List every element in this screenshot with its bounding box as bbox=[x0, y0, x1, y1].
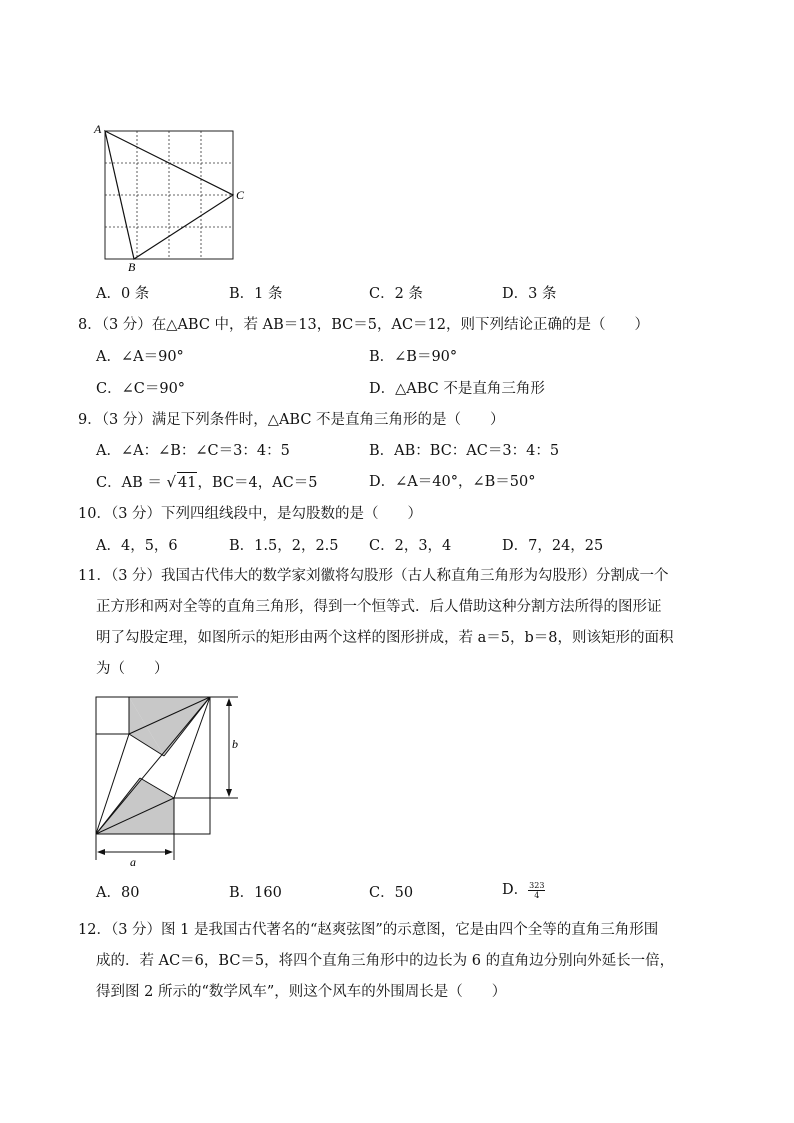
q11-stem-line-3: 明了勾股定理，如图所示的矩形由两个这样的图形拼成，若 a＝5，b＝8，则该矩形的面积 bbox=[96, 630, 674, 646]
fraction-numerator: 323 bbox=[529, 880, 545, 890]
vertex-label-b: B bbox=[128, 260, 136, 274]
q11-option-d-prefix: D． bbox=[502, 882, 529, 898]
q7-grid-figure bbox=[88, 118, 258, 278]
q9-stem: 9．（3 分）满足下列条件时，△ABC 不是直角三角形的是（ ） bbox=[78, 412, 505, 428]
q7-option-d: D．3 条 bbox=[502, 286, 557, 302]
q9-option-c-prefix: C．AB ＝ bbox=[96, 475, 162, 491]
q10-option-a: A．4，5，6 bbox=[96, 538, 178, 554]
q9-option-c-suffix: ，BC＝4，AC＝5 bbox=[197, 475, 318, 491]
q10-option-b: B．1.5，2，2.5 bbox=[229, 538, 339, 554]
q7-option-b: B．1 条 bbox=[229, 286, 283, 302]
q10-option-d: D．7，24，25 bbox=[502, 538, 604, 554]
label-a: a bbox=[130, 855, 136, 869]
q9-option-b: B．AB：BC：AC＝3：4：5 bbox=[369, 443, 560, 459]
q11-rectangle-figure bbox=[90, 690, 270, 870]
q9-option-d: D．∠A＝40°，∠B＝50° bbox=[369, 474, 536, 490]
vertex-label-c: C bbox=[236, 188, 245, 202]
grid-lines bbox=[105, 131, 233, 259]
label-b: b bbox=[232, 737, 238, 751]
square-top-left bbox=[96, 697, 129, 734]
q8-option-b: B．∠B＝90° bbox=[369, 349, 458, 365]
q11-option-c: C．50 bbox=[369, 885, 414, 901]
q9-option-a: A．∠A：∠B：∠C＝3：4：5 bbox=[96, 443, 290, 459]
q9-option-c bbox=[96, 472, 318, 493]
q7-option-c: C．2 条 bbox=[369, 286, 423, 302]
q12-stem-line-2: 成的．若 AC＝6，BC＝5，将四个直角三角形中的边长为 6 的直角边分别向外延长一倍， bbox=[96, 953, 675, 969]
sqrt-radicand: 41 bbox=[177, 472, 197, 493]
square-bottom-right bbox=[174, 798, 210, 834]
q11-stem-line-1: 11．（3 分）我国古代伟大的数学家刘徽将勾股形（古人称直角三角形为勾股形）分割成一个 bbox=[78, 568, 669, 584]
q10-stem: 10．（3 分）下列四组线段中，是勾股数的是（ ） bbox=[78, 506, 423, 522]
q7-option-a: A．0 条 bbox=[96, 286, 150, 302]
fraction-denominator: 4 bbox=[534, 890, 540, 900]
q11-stem-line-4: 为（ ） bbox=[96, 661, 169, 677]
q8-option-c: C．∠C＝90° bbox=[96, 381, 186, 397]
fraction bbox=[528, 881, 545, 900]
q8-option-d: D．△ABC 不是直角三角形 bbox=[369, 381, 545, 397]
q12-stem-line-1: 12．（3 分）图 1 是我国古代著名的“赵爽弦图”的示意图，它是由四个全等的直角三角形围 bbox=[78, 922, 659, 938]
q10-option-c: C．2，3，4 bbox=[369, 538, 452, 554]
q12-stem-line-3: 得到图 2 所示的“数学风车”，则这个风车的外围周长是（ ） bbox=[96, 984, 507, 1000]
q11-option-a: A．80 bbox=[96, 885, 140, 901]
vertex-label-a: A bbox=[94, 122, 102, 136]
q8-option-a: A．∠A＝90° bbox=[96, 349, 184, 365]
q11-option-d bbox=[502, 880, 545, 900]
sqrt-sign: √ bbox=[166, 473, 177, 491]
q8-stem: 8．（3 分）在△ABC 中，若 AB＝13，BC＝5，AC＝12，则下列结论正确的是（ ） bbox=[78, 317, 650, 333]
q11-stem-line-2: 正方形和两对全等的直角三角形，得到一个恒等式．后人借助这种分割方法所得的图形证 bbox=[96, 599, 662, 615]
q11-option-b: B．160 bbox=[229, 885, 282, 901]
